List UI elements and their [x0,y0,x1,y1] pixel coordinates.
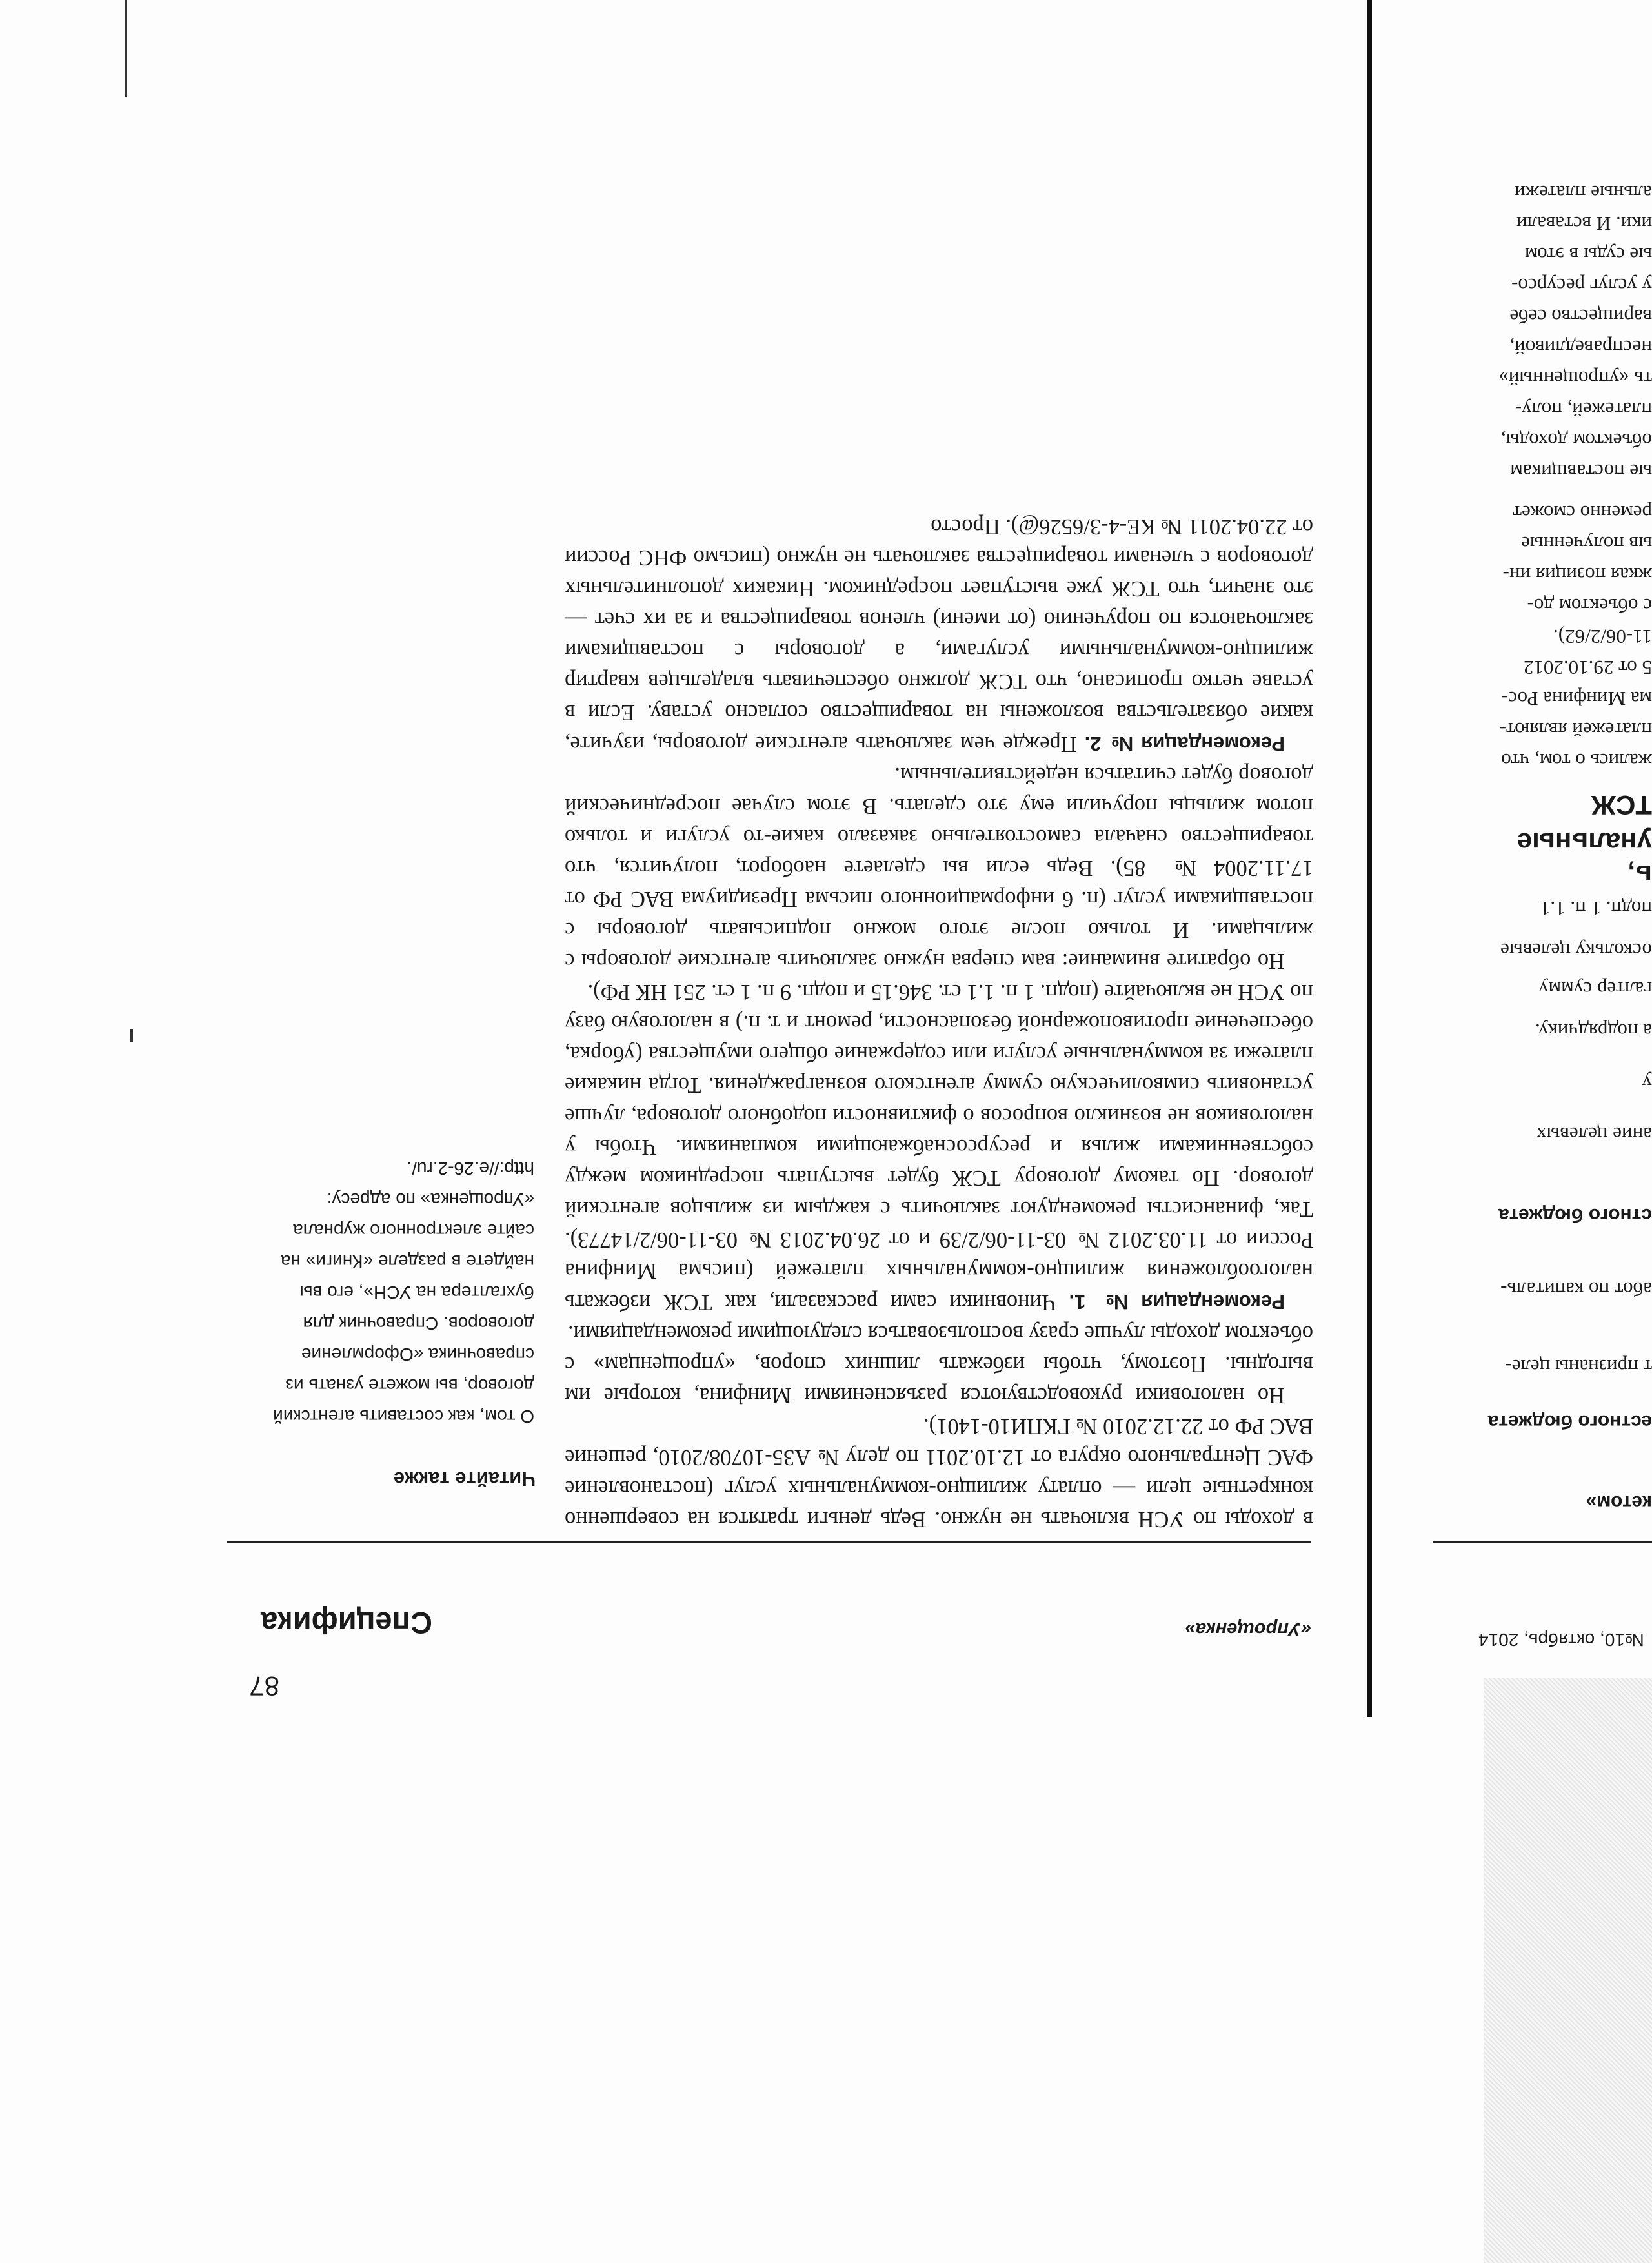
left-page-line: кетом» [1586,1492,1652,1513]
left-page-line: стного бюджета [1498,1204,1652,1226]
left-page-line: объектом доходы, [1500,429,1652,452]
page-number: 87 [249,1671,279,1701]
sidebar-heading: Читайте также [393,1468,536,1490]
article-paragraph: Но обратите внимание: вам сперва нужно заключить агентские договоры с жильцами. И только после этого можно подписывать договоры с поставщиками услуг (п. 6 информационного письма Президиума ВАС РФ от 17.11.2004 № 85). Ведь если вы сделаете наоборот, получится, что товарищество сначала самостоятельно заказало какие-то услуги и только потом жильцы поручили ему это сделать. В этом случае посреднический договор будет считаться недействительным. [565,763,1313,973]
article-body [565,76,1313,1535]
left-page-line: унальные [1516,827,1652,858]
left-page-line: ременно сможет [1513,502,1652,524]
left-page-line: у [1642,1071,1652,1094]
sidebar-body: О том, как составить агентский договор, вы можете узнать из справочника «Оформление договоров. Справочник для бухгалтера на УСН», его вы найдете в разделе «Книги» на сайте электронного журнала «Упрощенка» по адресу: http://e.26-2.ru/. [273,1159,534,1426]
left-page-line: варищество себе [1509,305,1652,328]
recommendation-1-text: Чиновники сами рассказали, как ТСЖ избежать налогообложения жилищно-коммунальных платежей (письма Минфина России от 11.03.2012 № 03-11-06/2/39 и от 26.04.2013 № 03-11-06/2/14773). Так, финансисты рекомендуют заключить с каждым из жильцов агентский договор. По такому договору ТСЖ будет выступать посредником между собственниками жилья и ресурсоснабжающими компаниями. Чтобы у налоговиков не возникло вопросов о фиктивности подобного договора, лучше установить символическую сумму агентского вознаграждения. Тогда никакие платежи за коммунальные услуги или содержание общего имущества (уборка, обеспечение противопожарной безопасности, ремонт и т. п.) в налоговую базу по УСН не включайте (подп. 1 п. 1.1 ст. 346.15 и подп. 9 п. 1 ст. 251 НК РФ). [564,980,1313,1315]
left-page-line: с объектом до- [1527,594,1652,617]
left-page-line: платежей являют- [1499,718,1652,741]
left-page-line: ма Минфина Рос- [1501,687,1652,710]
left-page-line: альные платежи [1515,181,1652,204]
left-page-line: жкая позиция ин- [1502,563,1652,586]
left-page-line: абот по капиталь- [1500,1278,1652,1301]
header-rule [227,1541,1311,1543]
left-page-line: 5 от 29.10.2012 [1523,656,1652,679]
left-page-line: оскольку целевые [1500,939,1652,962]
left-page-line: жались о том, что [1501,749,1652,772]
scan-noise [1484,1678,1652,2263]
left-page-line: ые суды в этом [1525,243,1652,266]
recommendation-2 [565,511,1313,760]
left-page-line: у услуг ресурсо- [1511,274,1652,297]
section-title: Специфика [261,1606,432,1640]
left-page-line: ь, [1627,860,1652,890]
left-page-line: ики. И вставали [1516,212,1652,235]
left-page-line: галтер сумму [1538,978,1652,1000]
left-page-line: естного бюджета [1487,1411,1652,1432]
left-page-line: несправедливой, [1509,336,1652,359]
left-page-line: ыв полученные [1521,533,1652,555]
left-page-line: ТСЖ [1591,790,1652,820]
recommendation-1-label: Рекомендация № 1. [1069,1291,1285,1314]
left-page-line: ые поставщикам [1510,460,1652,483]
left-page-line: ть «упрощенный» [1498,367,1652,390]
scan-mark [125,0,127,97]
recommendation-2-text: Прежде чем заключать агентские договоры, изучите, какие обязательства возложены на товарищество согласно уставу. Если в уставе четко прописано, что ТСЖ должно обеспечивать владельцев квартир жилищно-коммунальными услугами, а договоры с поставщиками заключаются по поручению (от имени) членов товарищества и за их счет — это значит, что ТСЖ уже выступает посредником. Никаких дополнительных договоров с членами товарищества заключать не нужно (письмо ФНС России от 22.04.2011 № КЕ-4-3/6526@). Просто [564,514,1313,756]
left-page-line: платежей, полу- [1515,398,1652,421]
left-page-issue: №10, октябрь, 2014 [1478,1630,1644,1650]
left-page-line: ание целевых [1536,1123,1652,1146]
article-paragraph: в доходы по УСН включать не нужно. Ведь деньги тратятся на совершенно конкретные цели — оплату жилищно-коммунальных услуг (постановление ФАС Центрального округа от 12.10.2011 по делу № А35-10708/2010, решение ВАС РФ от 22.12.2010 № ГКПИ10-1401). [565,1414,1313,1532]
left-page-line: 11-06/2/62). [1553,625,1652,648]
scan-mark [130,1029,133,1042]
magazine-title: «Упрощенка» [1185,1619,1311,1639]
article-paragraph: Но налоговики руководствуются разъяснениями Минфина, которые им выгодны. Поэтому, чтобы избежать лишних споров, «упрощенцам» с объектом доходы лучше сразу воспользоваться следующими рекомендациями. [565,1321,1313,1408]
left-page-line: а подрядчику. [1535,1020,1652,1042]
recommendation-2-label: Рекомендация № 2. [1084,733,1285,755]
left-page-line: подп. 1 п. 1.1 [1540,897,1652,920]
recommendation-1 [565,977,1313,1318]
left-page-line: т признаны целе- [1505,1355,1652,1378]
left-page-header-rule [1433,1541,1652,1543]
page-gutter-line [1367,0,1372,1717]
